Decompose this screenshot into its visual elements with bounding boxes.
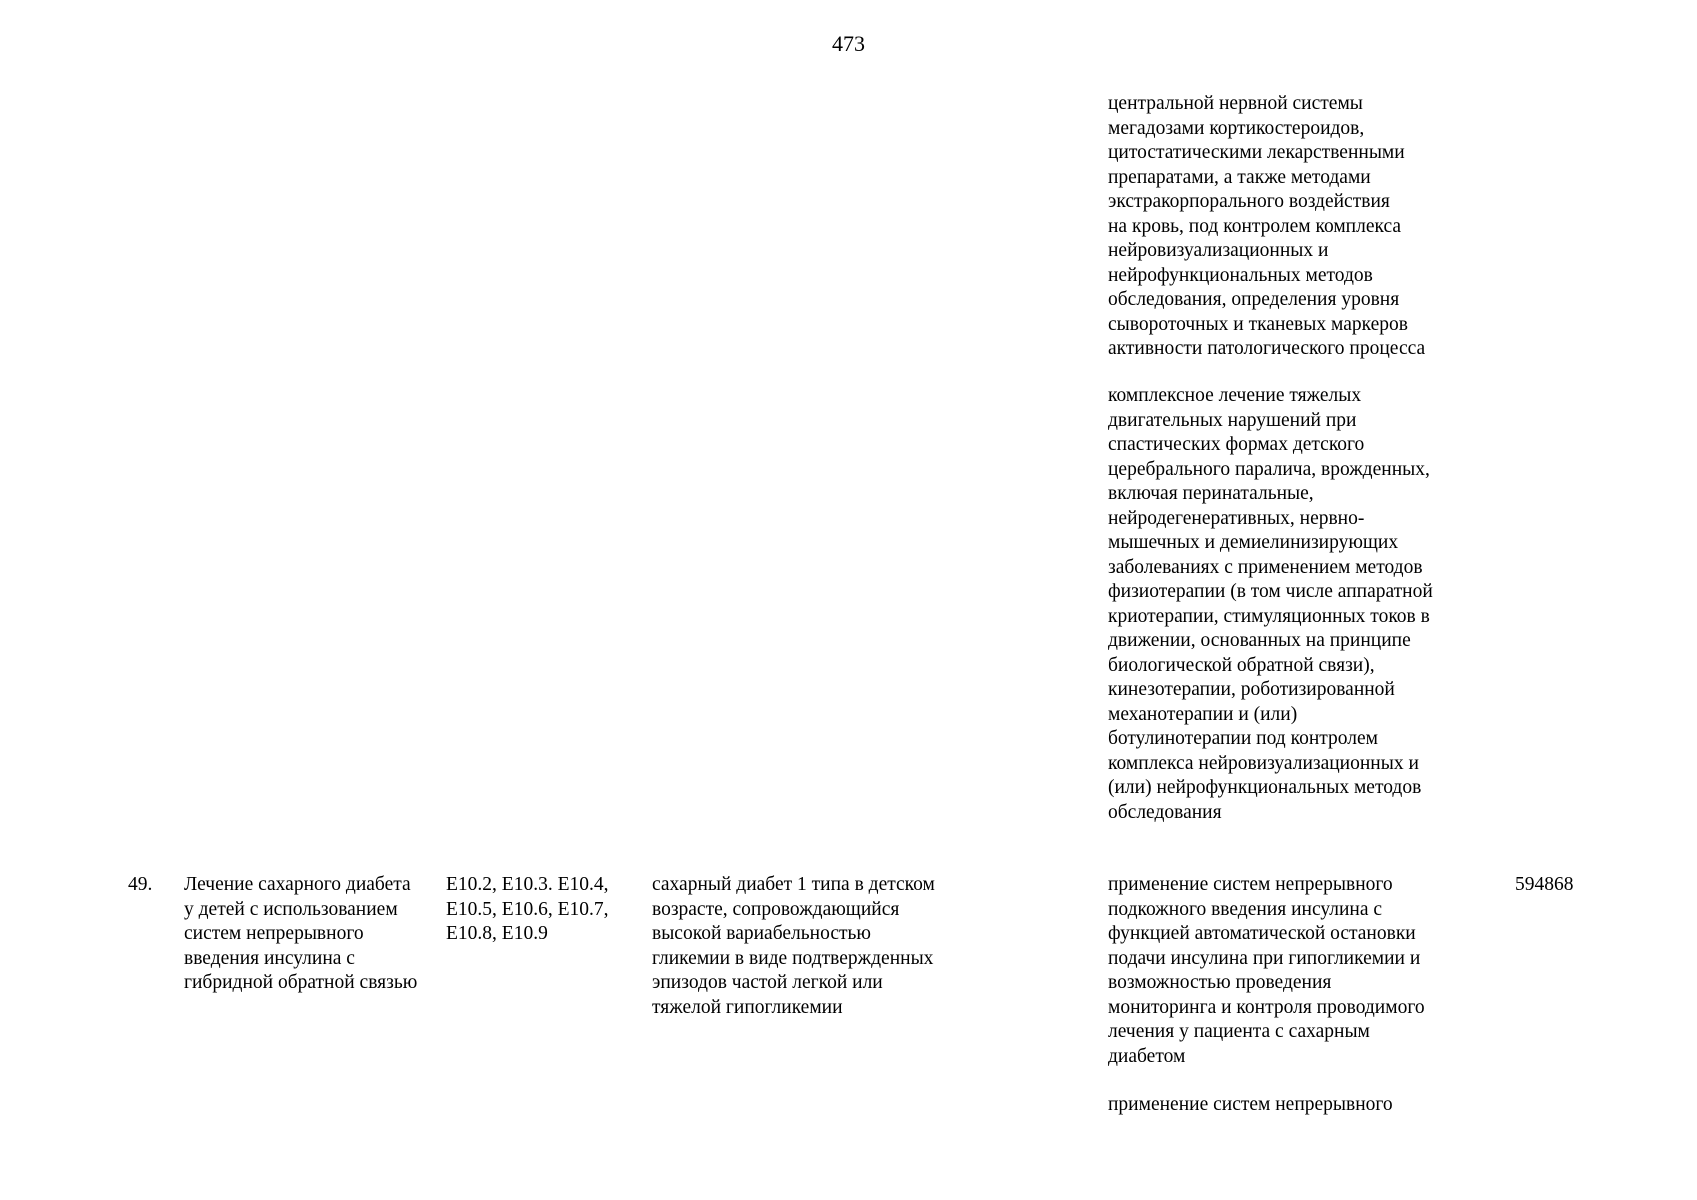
treatment-method-continuation-2: комплексное лечение тяжелых двигательных нарушений при спастических формах детского церебрального паралича, врожденных, включая перинатальные, нейродегенеративных, нервно- мышечных и демиелинизирующих заболеваниях с применением методов физиотерапии (в том числе аппаратной криотерапии, стимуляционных токов в движении, основанных на принципе биологической обратной связи), кинезотерапии, роботизированной механотерапии и (или) ботулинотерапии под контролем комплекса нейровизуализационных и (или) нейрофункциональных методов обследования bbox=[1108, 385, 1433, 823]
cost-value: 594868 bbox=[1515, 874, 1574, 895]
page-number: 473 bbox=[832, 31, 865, 56]
care-profile-name: Лечение сахарного диабета у детей с использованием систем непрерывного введения инсулина с гибридной обратной связью bbox=[184, 874, 418, 993]
icd-codes: E10.2, E10.3. E10.4, E10.5, E10.6, E10.7, E10.8, E10.9 bbox=[446, 874, 609, 944]
patient-model: сахарный диабет 1 типа в детском возрасте, сопровождающийся высокой вариабельностью гликемии в виде подтвержденных эпизодов частой легкой или тяжелой гипогликемии bbox=[652, 874, 935, 1018]
treatment-method-continuation-1: центральной нервной системы мегадозами кортикостероидов, цитостатическими лекарственными препаратами, а также методами экстракорпорального воздействия на кровь, под контролем комплекса нейровизуализационных и нейрофункциональных методов обследования, определения уровня сывороточных и тканевых маркеров активности патологического процесса bbox=[1108, 93, 1426, 359]
row-number: 49. bbox=[128, 874, 153, 895]
treatment-method-2: применение систем непрерывного bbox=[1108, 1094, 1393, 1115]
treatment-method-1: применение систем непрерывного подкожного введения инсулина с функцией автоматической остановки подачи инсулина при гипогликемии и возможностью проведения мониторинга и контроля проводимого лечения у пациента с сахарным диабетом bbox=[1108, 874, 1425, 1067]
